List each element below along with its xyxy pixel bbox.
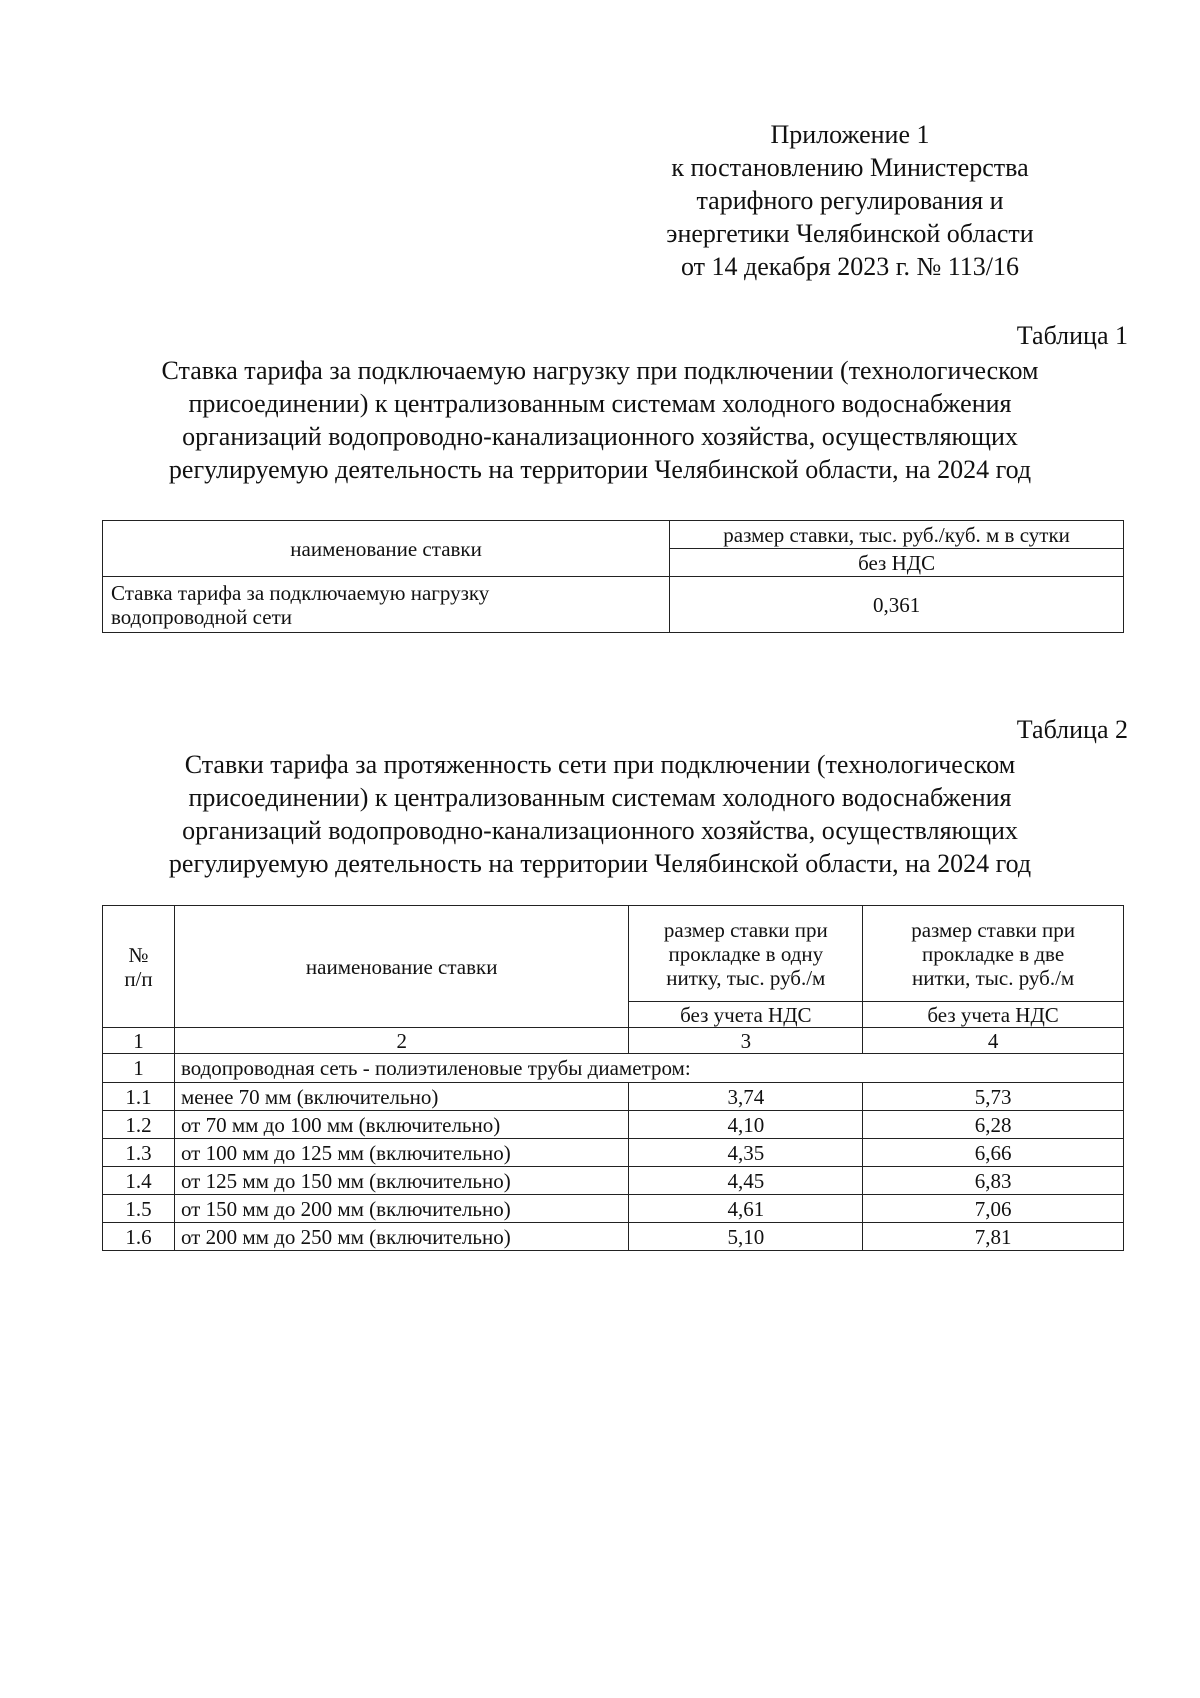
table2-row-two: 6,83 xyxy=(863,1167,1124,1195)
appendix-header xyxy=(600,118,1100,283)
table-row xyxy=(103,1139,1124,1167)
table2-row-name: от 70 мм до 100 мм (включительно) xyxy=(174,1111,629,1139)
table1-row-value: 0,361 xyxy=(670,577,1124,633)
table2-row-two: 5,73 xyxy=(863,1083,1124,1111)
table2-col-number: 3 xyxy=(629,1028,863,1054)
table2-row-name: от 125 мм до 150 мм (включительно) xyxy=(174,1167,629,1195)
table-row xyxy=(103,1195,1124,1223)
table2-header-line: размер ставки при xyxy=(911,917,1076,942)
appendix-line: тарифного регулирования и xyxy=(696,186,1004,215)
table2-row-no: 1.6 xyxy=(103,1223,175,1251)
table1-title-line: Ставка тарифа за подключаемую нагрузку при подключении (технологическом xyxy=(161,356,1039,385)
table1-row-name xyxy=(103,577,670,633)
table2-row-one: 3,74 xyxy=(629,1083,863,1111)
table2-title-line: присоединении) к централизованным системам холодного водоснабжения xyxy=(188,783,1012,812)
table1-header-vat: без НДС xyxy=(670,549,1124,577)
table2-row-two: 6,66 xyxy=(863,1139,1124,1167)
table1-row-name-line: Ставка тарифа за подключаемую нагрузку xyxy=(111,580,490,605)
table2-header-line: нитку, тыс. руб./м xyxy=(666,965,826,990)
table2-title-line: Ставки тарифа за протяженность сети при подключении (технологическом xyxy=(184,750,1016,779)
appendix-line: энергетики Челябинской области xyxy=(666,219,1034,248)
table2-row-one: 4,45 xyxy=(629,1167,863,1195)
table2-header-name: наименование ставки xyxy=(174,906,629,1028)
table2-row-no: 1.5 xyxy=(103,1195,175,1223)
table2-row-one: 5,10 xyxy=(629,1223,863,1251)
table1-header-name: наименование ставки xyxy=(103,521,670,577)
table2-row-name: от 200 мм до 250 мм (включительно) xyxy=(174,1223,629,1251)
table2-header-no-line: № xyxy=(128,942,149,967)
table2-col-number: 1 xyxy=(103,1028,175,1054)
table-row xyxy=(103,1083,1124,1111)
table2-header-no xyxy=(103,906,175,1028)
table2-row-one: 4,10 xyxy=(629,1111,863,1139)
table2-header-one-thread xyxy=(629,906,863,1002)
table1-title-line: регулируемую деятельность на территории Челябинской области, на 2024 год xyxy=(168,455,1032,484)
table1-title-line: присоединении) к централизованным системам холодного водоснабжения xyxy=(188,389,1012,418)
appendix-date: от 14 декабря 2023 г. № 113/16 xyxy=(680,252,1020,281)
table2-section-no: 1 xyxy=(103,1054,175,1083)
table2-row-no: 1.1 xyxy=(103,1083,175,1111)
table2-title xyxy=(80,748,1120,880)
table2-row-no: 1.2 xyxy=(103,1111,175,1139)
table2-row-name: менее 70 мм (включительно) xyxy=(174,1083,629,1111)
table1-row-name-line: водопроводной сети xyxy=(111,604,292,629)
table2-header-line: прокладке в одну xyxy=(668,941,824,966)
table2-row-no: 1.3 xyxy=(103,1139,175,1167)
table1-title-line: организаций водопроводно-канализационного хозяйства, осуществляющих xyxy=(182,422,1018,451)
table1-label: Таблица 1 xyxy=(1016,321,1128,350)
table-row xyxy=(103,1223,1124,1251)
table2-header-vat: без учета НДС xyxy=(863,1002,1124,1028)
table2 xyxy=(102,905,1124,1251)
table2-row-two: 7,81 xyxy=(863,1223,1124,1251)
table2-row-two: 7,06 xyxy=(863,1195,1124,1223)
table2-row-name: от 150 мм до 200 мм (включительно) xyxy=(174,1195,629,1223)
table2-row-no: 1.4 xyxy=(103,1167,175,1195)
table2-row-one: 4,61 xyxy=(629,1195,863,1223)
table1 xyxy=(102,520,1124,633)
table2-header-line: нитки, тыс. руб./м xyxy=(912,965,1075,990)
table2-col-number: 4 xyxy=(863,1028,1124,1054)
table2-title-line: организаций водопроводно-канализационного хозяйства, осуществляющих xyxy=(182,816,1018,845)
table2-row-one: 4,35 xyxy=(629,1139,863,1167)
table2-header-line: прокладке в две xyxy=(922,941,1065,966)
table2-row-two: 6,28 xyxy=(863,1111,1124,1139)
table2-label: Таблица 2 xyxy=(1016,715,1128,744)
appendix-line: к постановлению Министерства xyxy=(671,153,1029,182)
table1-header-size: размер ставки, тыс. руб./куб. м в сутки xyxy=(670,521,1124,549)
table2-section-name: водопроводная сеть - полиэтиленовые трубы диаметром: xyxy=(174,1054,1123,1083)
table2-header-two-threads xyxy=(863,906,1124,1002)
table2-header-no-line: п/п xyxy=(124,966,153,991)
appendix-title: Приложение 1 xyxy=(770,120,930,149)
table-row xyxy=(103,1167,1124,1195)
table2-row-name: от 100 мм до 125 мм (включительно) xyxy=(174,1139,629,1167)
table2-col-number: 2 xyxy=(174,1028,629,1054)
table2-title-line: регулируемую деятельность на территории Челябинской области, на 2024 год xyxy=(168,849,1032,878)
table-row xyxy=(103,1111,1124,1139)
table2-header-vat: без учета НДС xyxy=(629,1002,863,1028)
table2-header-line: размер ставки при xyxy=(663,917,828,942)
table1-title xyxy=(80,354,1120,486)
